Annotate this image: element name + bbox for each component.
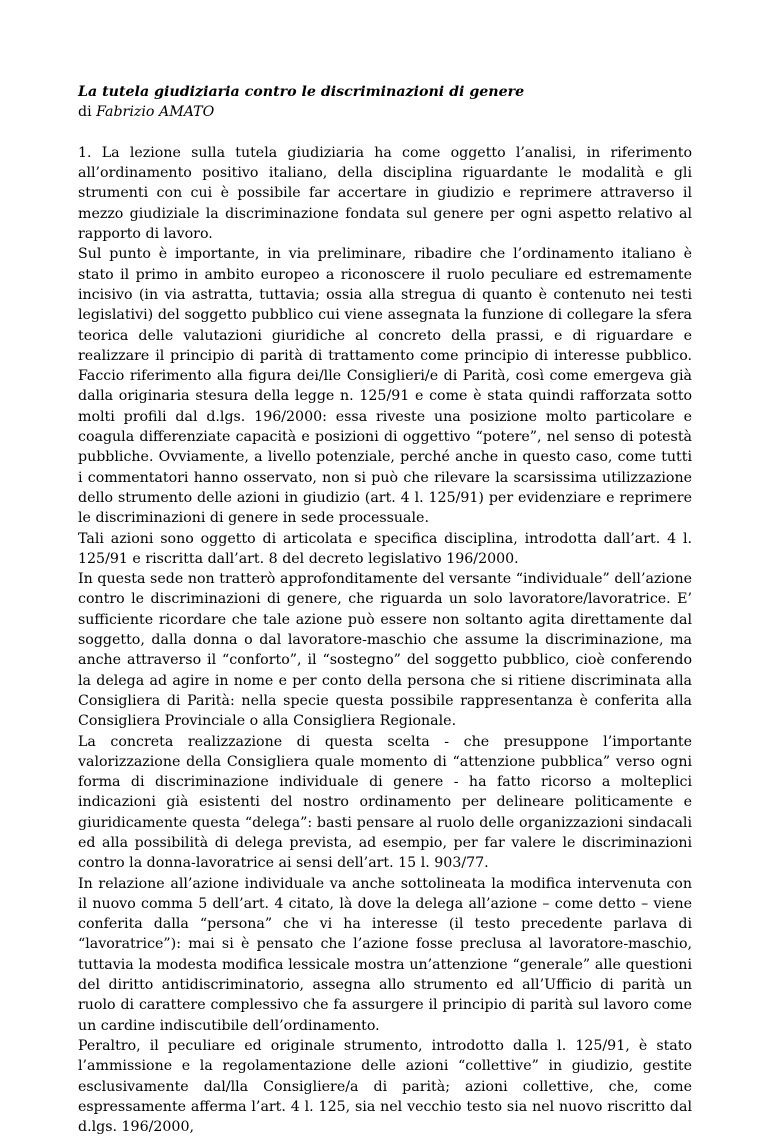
document-title: La tutela giudiziaria contro le discriminazioni di genere [78,84,525,100]
paragraph-2: Sul punto è importante, in via preliminare, ribadire che l’ordinamento italiano è stato il primo in ambito europeo a riconoscere il ruolo peculiare ed estremamente incisivo (in via astratta, tuttavia; ossia alla stregua di quanto è contenuto nei testi legislativi) del soggetto pubblico cui viene assegnata la funzione di collegare la sfera teorica delle valutazioni giuridiche al concreto della prassi, e di riguardare e realizzare il principio di parità di trattamento come principio di interesse pubblico. Faccio riferimento alla figura dei/lle Consiglieri/e di Parità, così come emergeva già dalla originaria stesura della legge n. 125/91 e come è stata quindi rafforzata sotto molti profili dal d.lgs. 196/2000: essa riveste una posizione molto particolare e coagula differenziate capacità e posizioni di oggettivo “potere”, nel senso di potestà pubbliche. Ovviamente, a livello potenziale, perché anche in questo caso, come tutti i commentatori hanno osservato, non si può che rilevare la scarsissima utilizzazione dello strumento delle azioni in giudizio (art. 4 l. 125/91) per evidenziare e reprimere le discriminazioni di genere in sede processuale. [78,246,692,527]
paragraph-4: In questa sede non tratterò approfonditamente del versante “individuale” dell’azione contro le discriminazioni di genere, che riguarda un solo lavoratore/lavoratrice. E’ sufficiente ricordare che tale azione può essere non soltanto agita direttamente dal soggetto, dalla donna o dal lavoratore-maschio che assume la discriminazione, ma anche attraverso il “conforto”, il “sostegno” del soggetto pubblico, cioè conferendo la delega ad agire in nome e per conto della persona che si ritiene discriminata alla Consigliera di Parità: nella specie questa possibile rappresentanza è conferita alla Consigliera Provinciale o alla Consigliera Regionale. [78,571,692,730]
byline-prefix: di [78,104,97,121]
spacer [78,123,692,143]
paragraph-6: In relazione all’azione individuale va anche sottolineata la modifica intervenuta con il nuovo comma 5 dell’art. 4 citato, là dove la delega all’azione – come detto – viene conferita dalla “persona” che vi ha interesse (il testo precedente parlava di “lavoratrice”): mai si è pensato che l’azione fosse preclusa al lavoratore-maschio, tuttavia la modesta modifica lessicale mostra un’attenzione “generale” alle questioni del diritto antidiscriminatorio, assegna allo strumento ed all’Ufficio di parità un ruolo di carattere complessivo che fa assurgere il principio di parità sul lavoro come un cardine indiscutibile dell’ordinamento. [78,875,692,1034]
paragraph-1: 1. La lezione sulla tutela giudiziaria ha come oggetto l’analisi, in riferimento all’ordinamento positivo italiano, della disciplina riguardante le modalità e gli strumenti con cui è possibile far accertare in giudizio e reprimere attraverso il mezzo giudiziale la discriminazione fondata sul genere per ogni aspetto relativo al rapporto di lavoro. [78,144,692,243]
paragraph-5: La concreta realizzazione di questa scelta - che presuppone l’importante valorizzazione della Consigliera quale momento di “attenzione pubblica” verso ogni forma di discriminazione individuale di genere - ha fatto ricorso a molteplici indicazioni già esistenti del nostro ordinamento per delineare politicamente e giuridicamente questa “delega”: basti pensare al ruolo delle organizzazioni sindacali ed alla possibilità di delega prevista, ad esempio, per far valere le discriminazioni contro la donna-lavoratrice ai sensi dell’art. 15 l. 903/77. [78,733,692,872]
document-page [78,82,692,1137]
paragraph-7: Peraltro, il peculiare ed originale strumento, introdotto dalla l. 125/91, è stato l’ammissione e la regolamentazione delle azioni “collettive” in giudizio, gestite esclusivamente dal/lla Consigliere/a di parità; azioni collettive, che, come espressamente afferma l’art. 4 l. 125, sia nel vecchio testo sia nel nuovo riscritto dal d.lgs. 196/2000, [78,1037,692,1136]
paragraph-3: Tali azioni sono oggetto di articolata e specifica disciplina, introdotta dall’art. 4 l. 125/91 e riscritta dall’art. 8 del decreto legislativo 196/2000. [78,530,692,567]
byline [78,102,692,122]
author-name: Fabrizio AMATO [96,104,215,121]
